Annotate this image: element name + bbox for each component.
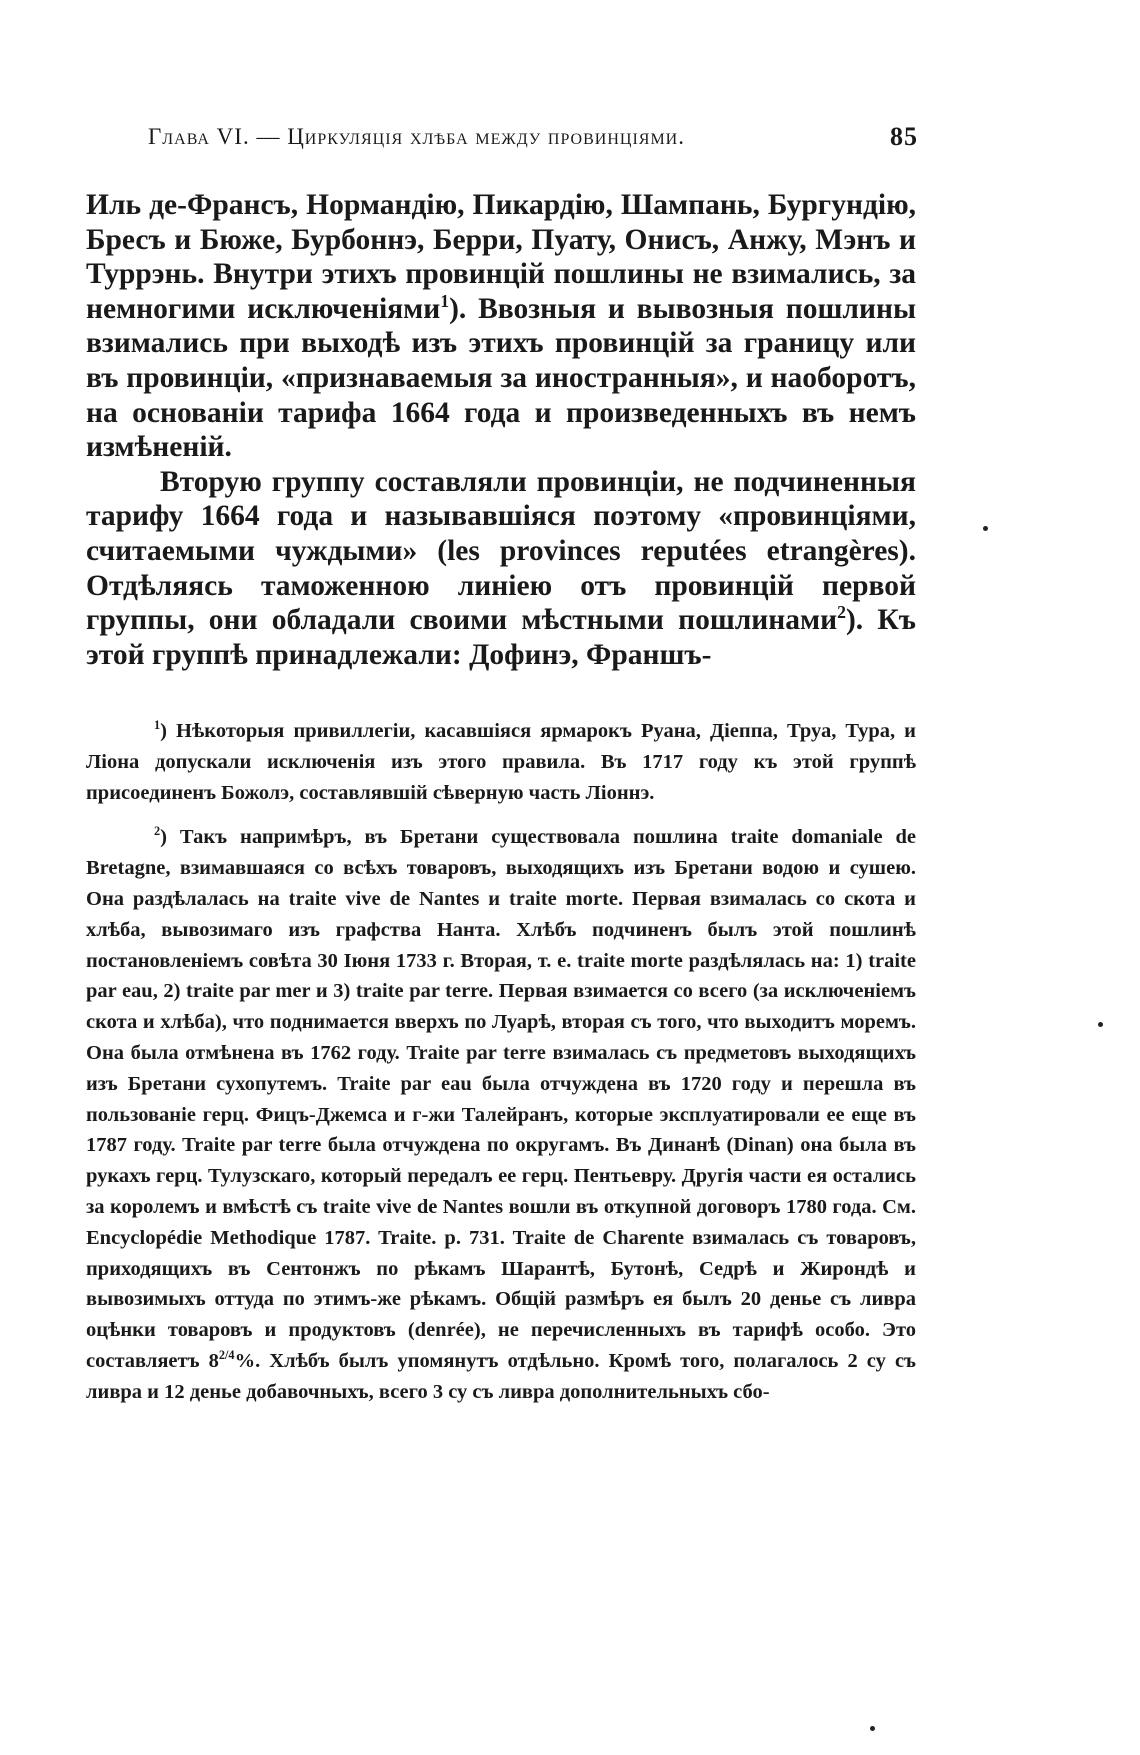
footnote-ref-1: 1 [440, 290, 450, 311]
page-number: 85 [890, 122, 918, 151]
paragraph-1 [86, 188, 916, 465]
footnote-1-mark: 1 [154, 718, 161, 733]
paragraph-2-text-b: ). Къ этой группѣ принадлежали: Дофинэ, Франшъ- [86, 604, 916, 671]
paragraph-1-text-b: ). Ввозныя и вывозныя пошлины взимались при выходѣ изъ этихъ провинцій за границу или въ провинціи, «признаваемыя за иностранныя», и наоборотъ, на основаніи тарифа 1664 года и произведенныхъ въ немъ измѣненій. [86, 292, 916, 464]
footnote-ref-2: 2 [837, 602, 846, 623]
main-text [86, 188, 916, 672]
footnote-1-text: ) Нѣкоторыя привиллегіи, касавшіяся ярмарокъ Руана, Діеппа, Труа, Тура, и Ліона допускали исключенія изъ этого правила. Въ 1717 году къ этой группѣ присоединенъ Божолэ, составлявшій сѣверную часть Ліоннэ. [86, 720, 916, 804]
paragraph-1-text-a: Иль де-Франсъ, Нормандію, Пикардію, Шампань, Бургундію, Бресъ и Бюже, Бурбоннэ, Берри, Пуату, Онисъ, Анжу, Мэнъ и Туррэнь. Внутри этихъ провинцій пошлины не взимались, за немногими исключеніями [86, 189, 916, 325]
footnote-2 [86, 822, 916, 1407]
scan-speck [983, 526, 988, 531]
footnote-2-fraction: 2/4 [218, 1348, 235, 1363]
scan-speck [1098, 1022, 1103, 1027]
footnote-2-text: ) Такъ напримѣръ, въ Бретани существовала пошлина traite domaniale de Bretagne, взимавшаяся со всѣхъ товаровъ, выходящихъ изъ Бретани водою и сушею. Она раздѣлалась на traite vive de Nantes и traite morte. Первая взималась со скота и хлѣба, вывозимаго изъ графства Нанта. Хлѣбъ подчиненъ былъ этой пошлинѣ постановленіемъ совѣта 30 Іюня 1733 г. Вторая, т. е. traite morte раздѣлялась на: 1) traite par eau, 2) traite par mer и 3) traite par terre. Первая взимается со всего (за исключеніемъ скота и хлѣба), что поднимается вверхъ по Луарѣ, вторая съ того, что выходитъ моремъ. Она была отмѣнена въ 1762 году. Traite par terre взималась съ предметовъ выходящихъ изъ Бретани сухопутемъ. Traite par eau была отчуждена въ 1720 году и перешла въ пользованіе герц. Фицъ-Джемса и г-жи Талейранъ, которые эксплуатировали ее еще въ 1787 году. Traite par terre была отчуждена по округамъ. Въ Динанѣ (Dinan) она была въ рукахъ герц. Тулузскаго, который передалъ ее герц. Пентьевру. Другія части ея остались за королемъ и вмѣстѣ съ traite vive de Nantes вошли въ откупной договоръ 1780 года. См. Encyclopédie Methodique 1787. Traite. p. 731. Traite de Charente взималась съ товаровъ, приходящихъ въ Сентонжъ по рѣкамъ Шарантѣ, Бутонѣ, Седрѣ и Жирондѣ и вывозимыхъ оттуда по этимъ-же рѣкамъ. Общій размѣръ ея былъ 20 денье съ ливра оцѣнки товаровъ и продуктовъ (denrée), не перечисленныхъ въ тарифѣ особо. Это составляетъ 8 [86, 826, 916, 1372]
chapter-title: Глава VI. — Циркуляція хлѣба между провинціями. [148, 124, 685, 149]
paragraph-2-text-a: Вторую группу составляли провинціи, не подчиненныя тарифу 1664 года и называвшіяся поэтому «провинціями, считаемыми чуждыми» (les provinces reputées etrangères). Отдѣляясь таможенною линіею отъ провинцій первой группы, они обладали своими мѣстными пошлинами [86, 465, 916, 637]
paragraph-2 [86, 465, 916, 673]
footnotes [86, 716, 916, 1422]
footnote-1 [86, 716, 916, 808]
scan-speck [870, 1726, 875, 1731]
footnote-2-text-end: %. Хлѣбъ былъ упомянутъ отдѣльно. Кромѣ того, полагалось 2 су съ ливра и 12 денье добавочныхъ, всего 3 су съ ливра дополнительныхъ сбо- [86, 1349, 916, 1403]
footnote-2-mark: 2 [154, 824, 161, 839]
